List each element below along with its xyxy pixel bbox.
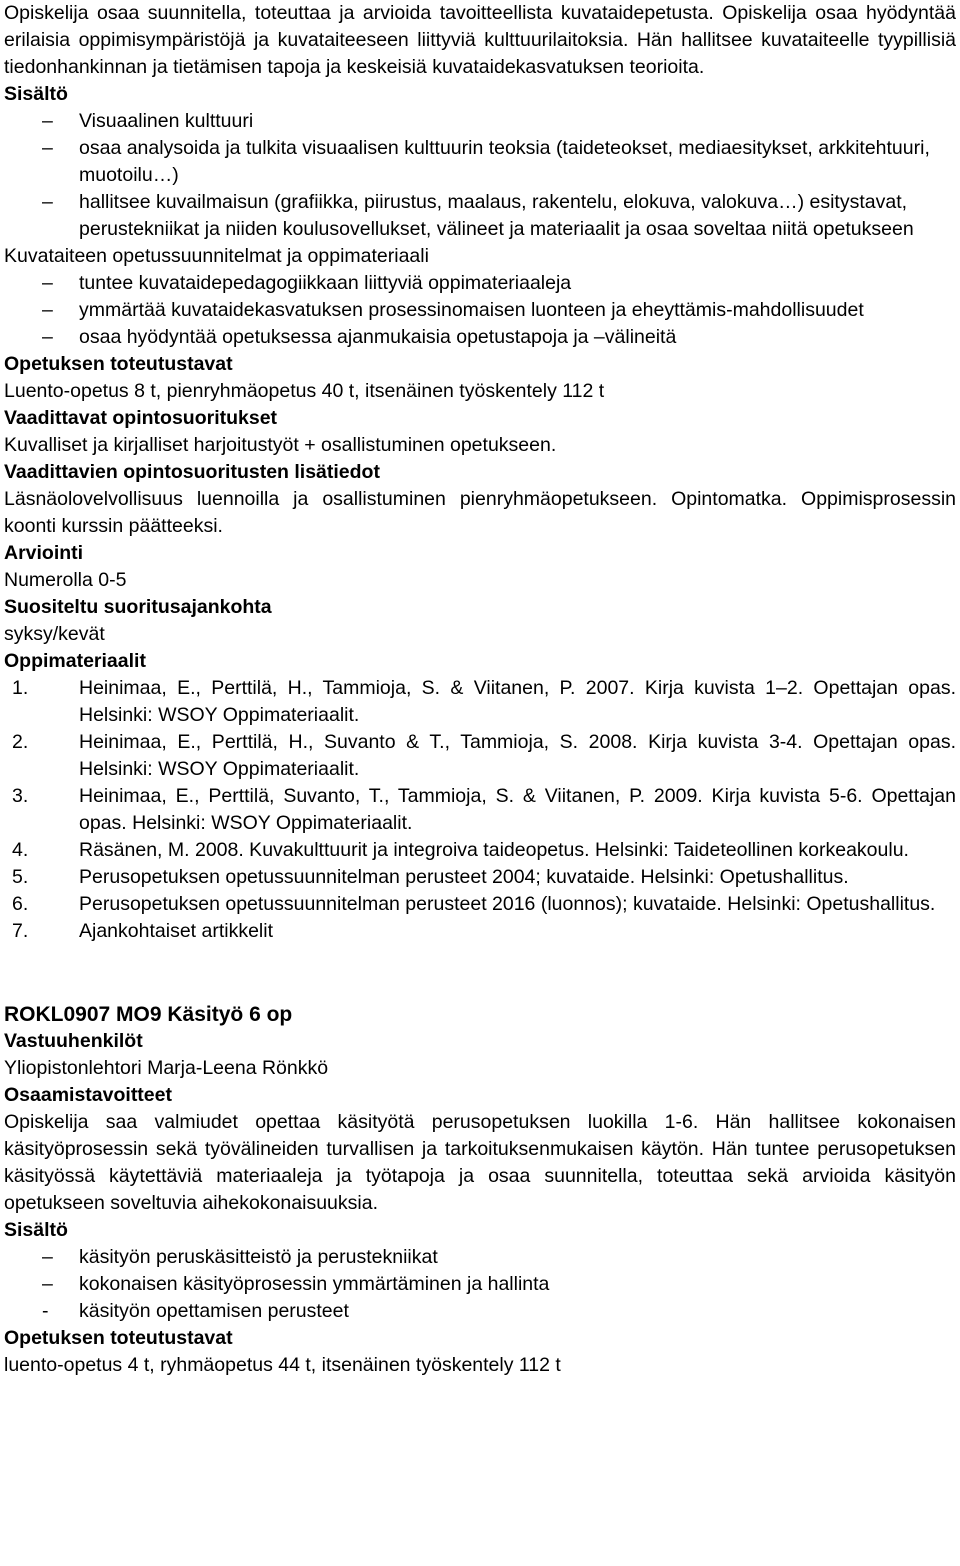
toteutus2-text: luento-opetus 4 t, ryhmäopetus 44 t, itsenäinen työskentely 112 t: [4, 1354, 561, 1376]
dash-marker: –: [42, 272, 53, 294]
reference-item: 2. Heinimaa, E., Perttilä, H., Suvanto & T., Tammioja, S. 2008. Kirja kuvista 3-4. Opettajan opas. Helsinki: WSOY Oppimateriaalit.: [12, 731, 956, 780]
list-item: – käsityön peruskäsitteistö ja perustekniikat: [4, 1244, 956, 1271]
dash-marker: –: [42, 110, 53, 132]
course-title: ROKL0907 MO9 Käsityö 6 op: [4, 1003, 293, 1026]
vastuu-text: Yliopistonlehtori Marja-Leena Rönkkö: [4, 1057, 329, 1079]
osaamis-text: Opiskelija saa valmiudet opettaa käsityötä perusopetuksen luokilla 1-6. Hän hallitsee kokonaisen käsityöprosessin sekä työvälineiden turvallisen ja tarkoituksenmukaisen käytön. Hän tuntee perusopetuksen käsityössä käytettäviä materiaaleja ja työtapoja ja osaa suunnitella, toteuttaa sekä arvioida käsityön opetukseen soveltuvia aihekokonaisuuksia.: [4, 1111, 956, 1214]
section-heading-toteutus: Opetuksen toteutustavat: [4, 353, 233, 375]
section-heading-sisalto: Sisältö: [4, 83, 68, 105]
reference-item: 6. Perusopetuksen opetussuunnitelman perusteet 2016 (luonnos); kuvataide. Helsinki: Opetushallitus.: [12, 893, 936, 915]
section-heading-vaaditut: Vaadittavat opintosuoritukset: [4, 407, 278, 429]
list-item: – tuntee kuvataidepedagogiikkaan liittyviä oppimateriaaleja: [4, 270, 956, 297]
section-heading-lisatiedot: Vaadittavien opintosuoritusten lisätiedot: [4, 461, 380, 483]
intro-paragraph: Opiskelija osaa suunnitella, toteuttaa ja arvioida tavoitteellista kuvataidepetusta. Opiskelija osaa hyödyntää erilaisia oppimisympäristöjä ja kuvataiteeseen liittyviä kulttuurilaitoksia. Hän hallitsee kuvataiteelle tyypillisiä tiedonhankinnan ja tietämisen tapoja ja keskeisiä kuvataidekasvatuksen teorioita.: [4, 2, 956, 78]
ajankohta-text: syksy/kevät: [4, 623, 105, 645]
section-heading-sisalto-2: Sisältö: [4, 1219, 68, 1241]
section-heading-vastuu: Vastuuhenkilöt: [4, 1030, 143, 1052]
dash-marker: –: [42, 1273, 53, 1295]
list-item: – kokonaisen käsityöprosessin ymmärtäminen ja hallinta: [4, 1271, 956, 1298]
toteutus-text: Luento-opetus 8 t, pienryhmäopetus 40 t, itsenäinen työskentely 112 t: [4, 380, 605, 402]
subheading-ops: Kuvataiteen opetussuunnitelmat ja oppimateriaali: [4, 245, 429, 267]
section-heading-oppimateriaalit: Oppimateriaalit: [4, 650, 146, 672]
dash-marker: –: [42, 1246, 53, 1268]
section-heading-toteutus-2: Opetuksen toteutustavat: [4, 1327, 233, 1349]
list-item: – hallitsee kuvailmaisun (grafiikka, piirustus, maalaus, rakentelu, elokuva, valokuva…) esitystavat, perustekniikat ja niiden koulusovellukset, välineet ja materiaalit ja osaa soveltaa niitä opetukseen: [42, 191, 914, 240]
reference-item: 7. Ajankohtaiset artikkelit: [12, 920, 274, 942]
reference-item: 3. Heinimaa, E., Perttilä, Suvanto, T., Tammioja, S. & Viitanen, P. 2009. Kirja kuvista 5-6. Opettajan opas. Helsinki: WSOY Oppimateriaalit.: [12, 785, 956, 834]
dash-marker: –: [42, 191, 53, 213]
list-item: – Visuaalinen kulttuuri: [4, 108, 956, 135]
list-item: – osaa hyödyntää opetuksessa ajanmukaisia opetustapoja ja –välineitä: [4, 324, 956, 351]
vaaditut-text: Kuvalliset ja kirjalliset harjoitustyöt + osallistuminen opetukseen.: [4, 434, 557, 456]
reference-item: 5. Perusopetuksen opetussuunnitelman perusteet 2004; kuvataide. Helsinki: Opetushallitus.: [12, 866, 849, 888]
reference-item: 4. Räsänen, M. 2008. Kuvakulttuurit ja integroiva taideopetus. Helsinki: Taideteollinen korkeakoulu.: [12, 839, 909, 861]
section-heading-ajankohta: Suositeltu suoritusajankohta: [4, 596, 272, 618]
arviointi-text: Numerolla 0-5: [4, 569, 127, 591]
section-heading-osaamis: Osaamistavoitteet: [4, 1084, 172, 1106]
dash-marker: –: [42, 299, 53, 321]
dash-marker: -: [42, 1300, 49, 1322]
list-item: – osaa analysoida ja tulkita visuaalisen kulttuurin teoksia (taideteokset, mediaesitykset, arkkitehtuuri, muotoilu…): [42, 137, 930, 186]
list-item: - käsityön opettamisen perusteet: [4, 1298, 956, 1325]
section-heading-arviointi: Arviointi: [4, 542, 84, 564]
list-item: – ymmärtää kuvataidekasvatuksen prosessinomaisen luonteen ja eheyttämis-mahdollisuudet: [4, 297, 956, 324]
lisatiedot-text: Läsnäolovelvollisuus luennoilla ja osallistuminen pienryhmäopetukseen. Opintomatka. Oppimisprosessin koonti kurssin päätteeksi.: [4, 488, 956, 537]
dash-marker: –: [42, 326, 53, 348]
reference-item: 1. Heinimaa, E., Perttilä, H., Tammioja, S. & Viitanen, P. 2007. Kirja kuvista 1–2. Opettajan opas. Helsinki: WSOY Oppimateriaalit.: [12, 677, 956, 726]
dash-marker: –: [42, 137, 53, 159]
